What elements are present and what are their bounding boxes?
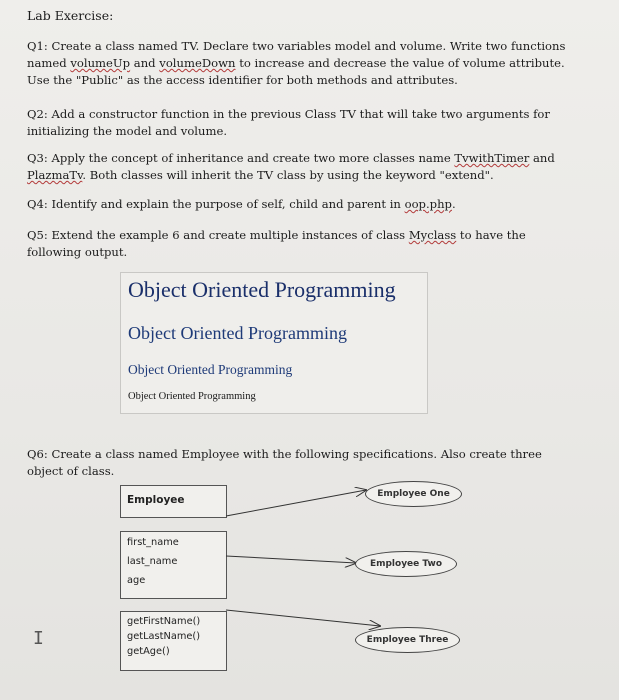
misspelled-word: Myclass [408,228,457,242]
connector-employee-three [226,610,380,626]
page-heading: Lab Exercise: [27,8,114,23]
uml-class-name-box [120,485,227,518]
question-5: Q5: Extend the example 6 and create multiple instances of class Myclass to have the following output. [27,228,526,259]
misspelled-word: oop.php [404,197,452,211]
output-line-4: Object Oriented Programming [128,391,256,402]
misspelled-word: volumeDown [159,56,236,70]
connector-employee-two [226,556,356,563]
uml-attribute: age [127,575,146,586]
question-4: Q4: Identify and explain the purpose of self, child and parent in oop.php. [27,197,456,211]
misspelled-word: TvwithTimer [454,151,530,165]
uml-method: getFirstName() [127,616,201,627]
uml-attribute: first_name [127,537,179,548]
object-employee-two: Employee Two [355,551,457,577]
uml-method: getAge() [127,646,170,657]
question-1: Q1: Create a class named TV. Declare two variables model and volume. Write two functions named volumeUp and volumeDown to increase and decrease the value of volume attribute. Use the "Public" as the access identifier for both methods and attributes. [27,39,566,87]
question-2: Q2: Add a constructor function in the previous Class TV that will take two arguments for initializing the model and volume. [27,107,550,138]
output-line-3: Object Oriented Programming [128,362,293,377]
output-line-1: Object Oriented Programming [128,277,396,302]
object-employee-three: Employee Three [355,627,460,653]
object-employee-one: Employee One [365,481,462,507]
connector-employee-one [226,490,366,516]
expected-output-box [120,272,428,414]
uml-attribute: last_name [127,556,178,567]
question-6: Q6: Create a class named Employee with the following specifications. Also create three object of class. [27,447,542,478]
question-3: Q3: Apply the concept of inheritance and create two more classes name TvwithTimer and PlazmaTv. Both classes will inherit the TV class by using the keyword "extend". [27,151,555,182]
uml-methods-box [120,611,227,671]
uml-method: getLastName() [127,631,201,642]
uml-class-name: Employee [127,494,185,506]
uml-attributes-box [120,531,227,599]
text-cursor-icon: I [33,628,44,649]
misspelled-word: volumeUp [70,56,131,70]
output-line-2: Object Oriented Programming [128,323,347,343]
misspelled-word: PlazmaTv [27,168,83,182]
